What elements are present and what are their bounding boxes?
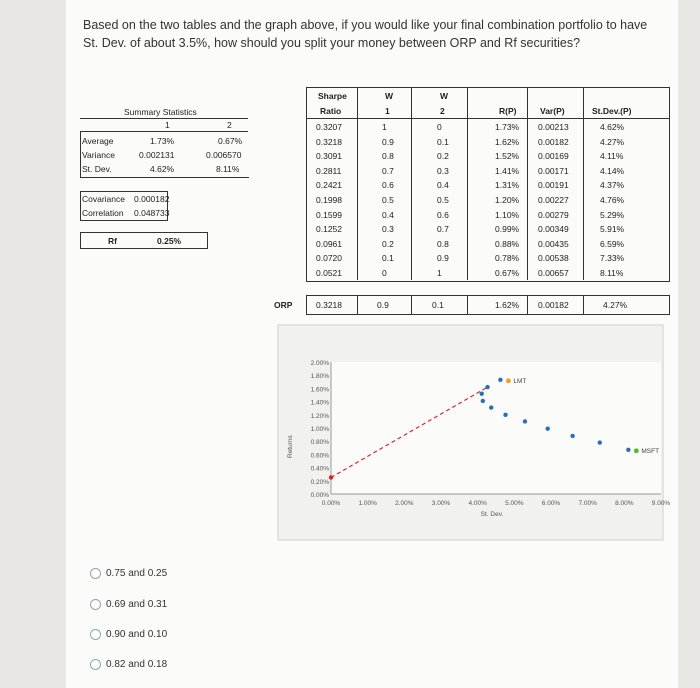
header-sdp: St.Dev.(P) [592, 106, 632, 116]
option-3[interactable] [90, 629, 167, 640]
summary-col2: 2 [227, 120, 232, 130]
y-tick-label: 1.80% [310, 373, 329, 381]
option-4[interactable] [90, 659, 167, 670]
spreadsheet [80, 85, 670, 310]
table-cell: 0.4 [382, 209, 394, 220]
y-tick-label: 0.80% [310, 439, 329, 447]
y-tick-label: 1.00% [310, 426, 329, 433]
x-tick-label: 4.00% [468, 500, 487, 507]
x-tick-label: 3.00% [431, 500, 451, 507]
table-cell: 0.0720 [316, 253, 342, 264]
table-cell: 0.1998 [316, 195, 342, 205]
orp-cell: 0.9 [377, 300, 389, 310]
summary-cell: 0.002131 [139, 150, 175, 160]
x-tick-label: 9.00% [651, 500, 671, 507]
table-cell: 0.00227 [538, 195, 569, 205]
point-label: MSFT [641, 447, 660, 455]
question-text: Based on the two tables and the graph above, if you would like your final combination portfolio to have St. Dev. of about 3.5%, how should you split your money between ORP and Rf securities? [83, 18, 648, 50]
option-2[interactable] [90, 599, 167, 610]
rf-value: 0.25% [157, 236, 182, 246]
header-varp: Var(P) [540, 106, 565, 116]
y-tick-label: 0.00% [310, 492, 329, 499]
header-rp: R(P) [499, 106, 517, 116]
table-cell: 0.00182 [538, 136, 569, 147]
option-label: 0.75 and 0.25 [106, 568, 168, 579]
table-cell: 0.3 [437, 165, 449, 176]
table-cell: 0.3 [382, 224, 394, 235]
table-cell: 0.00435 [538, 238, 569, 249]
radio-icon[interactable] [90, 568, 101, 579]
x-tick-label: 0.00% [321, 500, 341, 507]
x-tick-label: 8.00% [615, 500, 634, 507]
covariance-label: Covariance [82, 194, 125, 204]
rf-point [329, 475, 333, 479]
header-w1-index: 1 [385, 106, 390, 116]
table-cell: 0.00213 [538, 122, 569, 132]
table-cell: 0.7 [437, 224, 449, 235]
orp-label: ORP [274, 300, 293, 310]
table-cell: 1.62% [495, 136, 520, 147]
orp-cell: 0.00182 [538, 300, 569, 310]
table-cell: 1 [437, 268, 442, 278]
portfolio-point [598, 440, 602, 444]
table-cell: 0.00279 [538, 209, 569, 220]
summary-cell: 0.006570 [206, 150, 242, 160]
summary-row-label: St. Dev. [82, 164, 112, 174]
table-cell: 6.59% [600, 238, 625, 249]
table-cell: 4.76% [600, 195, 625, 205]
table-cell: 5.29% [600, 209, 625, 220]
table-cell: 0.9 [437, 253, 449, 264]
orp-cell: 4.27% [603, 300, 628, 310]
option-label: 0.69 and 0.31 [106, 599, 168, 610]
table-cell: 0.1599 [316, 209, 342, 220]
portfolio-point [546, 426, 550, 430]
radio-icon[interactable] [90, 629, 101, 640]
header-w2-index: 2 [440, 106, 445, 116]
table-cell: 0.3218 [316, 136, 342, 147]
y-tick-label: 1.40% [310, 399, 329, 407]
x-tick-label: 5.00% [505, 500, 524, 507]
table-cell: 1.10% [495, 209, 520, 220]
header-ratio: Ratio [320, 106, 342, 116]
summary-cell: 4.62% [150, 164, 175, 174]
portfolio-point [498, 378, 502, 382]
y-tick-label: 2.00% [310, 360, 329, 367]
table-cell: 0.3207 [316, 122, 342, 132]
table-cell: 1 [382, 122, 387, 132]
table-cell: 0.2421 [316, 180, 342, 191]
table-cell: 0.00171 [538, 165, 569, 176]
table-cell: 0.00657 [538, 268, 569, 278]
table-cell: 0.8 [437, 238, 449, 249]
label-marker [634, 448, 639, 453]
table-cell: 0.00169 [538, 151, 569, 162]
summary-col1: 1 [165, 120, 170, 130]
x-tick-label: 2.00% [395, 500, 414, 507]
y-axis-label: Returns [287, 435, 294, 458]
table-cell: 0.2 [382, 238, 394, 249]
table-cell: 0.3091 [316, 151, 342, 162]
y-tick-label: 0.20% [310, 478, 329, 486]
option-label: 0.82 and 0.18 [106, 659, 168, 670]
x-tick-label: 1.00% [358, 500, 377, 507]
table-cell: 8.11% [600, 268, 624, 278]
table-cell: 7.33% [600, 253, 625, 264]
summary-row-label: Variance [82, 150, 115, 160]
radio-icon[interactable] [90, 659, 101, 670]
table-cell: 0.1252 [316, 224, 342, 235]
table-cell: 0.99% [495, 224, 520, 235]
table-cell: 1.52% [495, 151, 520, 162]
orp-cell: 1.62% [495, 300, 520, 310]
summary-row-label: Average [82, 136, 114, 146]
table-cell: 1.41% [495, 165, 520, 176]
table-cell: 1.20% [495, 195, 520, 205]
table-cell: 0.0961 [316, 238, 342, 249]
portfolio-point [481, 399, 485, 403]
table-cell: 0.6 [382, 180, 394, 191]
label-marker [506, 378, 511, 383]
table-cell: 0 [437, 122, 442, 132]
y-tick-label: 0.40% [310, 465, 329, 473]
portfolio-point [626, 448, 630, 452]
portfolio-point [489, 405, 493, 409]
opportunity-set-chart [278, 325, 671, 540]
table-cell: 0.1 [382, 253, 394, 264]
y-tick-label: 1.60% [310, 386, 329, 394]
summary-cell: 1.73% [150, 136, 175, 146]
portfolio-point [523, 419, 527, 423]
table-cell: 4.14% [600, 165, 625, 176]
summary-cell: 0.67% [218, 136, 243, 146]
table-cell: 4.62% [600, 122, 625, 132]
table-cell: 0.2 [437, 151, 449, 162]
portfolio-point [480, 391, 484, 395]
table-cell: 4.37% [600, 180, 625, 191]
covariance-value: 0.000182 [134, 194, 170, 204]
table-cell: 0.5 [382, 195, 394, 205]
orp-cell: 0.3218 [316, 300, 342, 310]
option-1[interactable] [90, 568, 167, 579]
table-cell: 1.31% [495, 180, 520, 191]
table-cell: 0.7 [382, 165, 394, 176]
table-cell: 4.27% [600, 136, 625, 147]
header-sharpe: Sharpe [318, 91, 347, 101]
table-cell: 0.00349 [538, 224, 569, 235]
table-cell: 0.78% [495, 253, 520, 264]
table-cell: 0 [382, 268, 387, 278]
summary-title: Summary Statistics [124, 107, 197, 117]
table-cell: 0.00191 [538, 180, 569, 191]
header-w1: W [385, 91, 394, 101]
table-cell: 0.6 [437, 209, 449, 220]
portfolio-point [570, 434, 574, 438]
table-cell: 1.73% [495, 122, 520, 132]
table-cell: 0.88% [495, 238, 520, 249]
portfolio-point [485, 385, 489, 389]
table-cell: 0.2811 [316, 165, 342, 176]
correlation-value: 0.048733 [134, 208, 170, 218]
summary-cell: 8.11% [216, 164, 240, 174]
plot-area [331, 362, 661, 494]
table-cell: 0.00538 [538, 253, 569, 264]
header-w2: W [440, 91, 449, 101]
table-cell: 0.0521 [316, 268, 342, 278]
rf-label: Rf [108, 236, 117, 246]
orp-cell: 0.1 [432, 300, 444, 310]
x-axis-label: St. Dev. [480, 511, 504, 518]
table-cell: 0.8 [382, 151, 394, 162]
x-tick-label: 6.00% [541, 500, 561, 507]
point-label: LMT [513, 377, 527, 385]
portfolio-point [503, 413, 507, 417]
table-cell: 0.1 [437, 136, 449, 147]
table-cell: 4.11% [600, 151, 624, 162]
table-cell: 0.9 [382, 136, 394, 147]
y-tick-label: 0.60% [310, 452, 329, 460]
y-tick-label: 1.20% [310, 412, 329, 420]
table-cell: 0.5 [437, 195, 449, 205]
table-cell: 0.67% [495, 268, 520, 278]
table-cell: 5.91% [600, 224, 625, 235]
radio-icon[interactable] [90, 599, 101, 610]
x-tick-label: 7.00% [578, 500, 597, 507]
option-label: 0.90 and 0.10 [106, 629, 168, 640]
correlation-label: Correlation [82, 208, 124, 218]
table-cell: 0.4 [437, 180, 449, 191]
